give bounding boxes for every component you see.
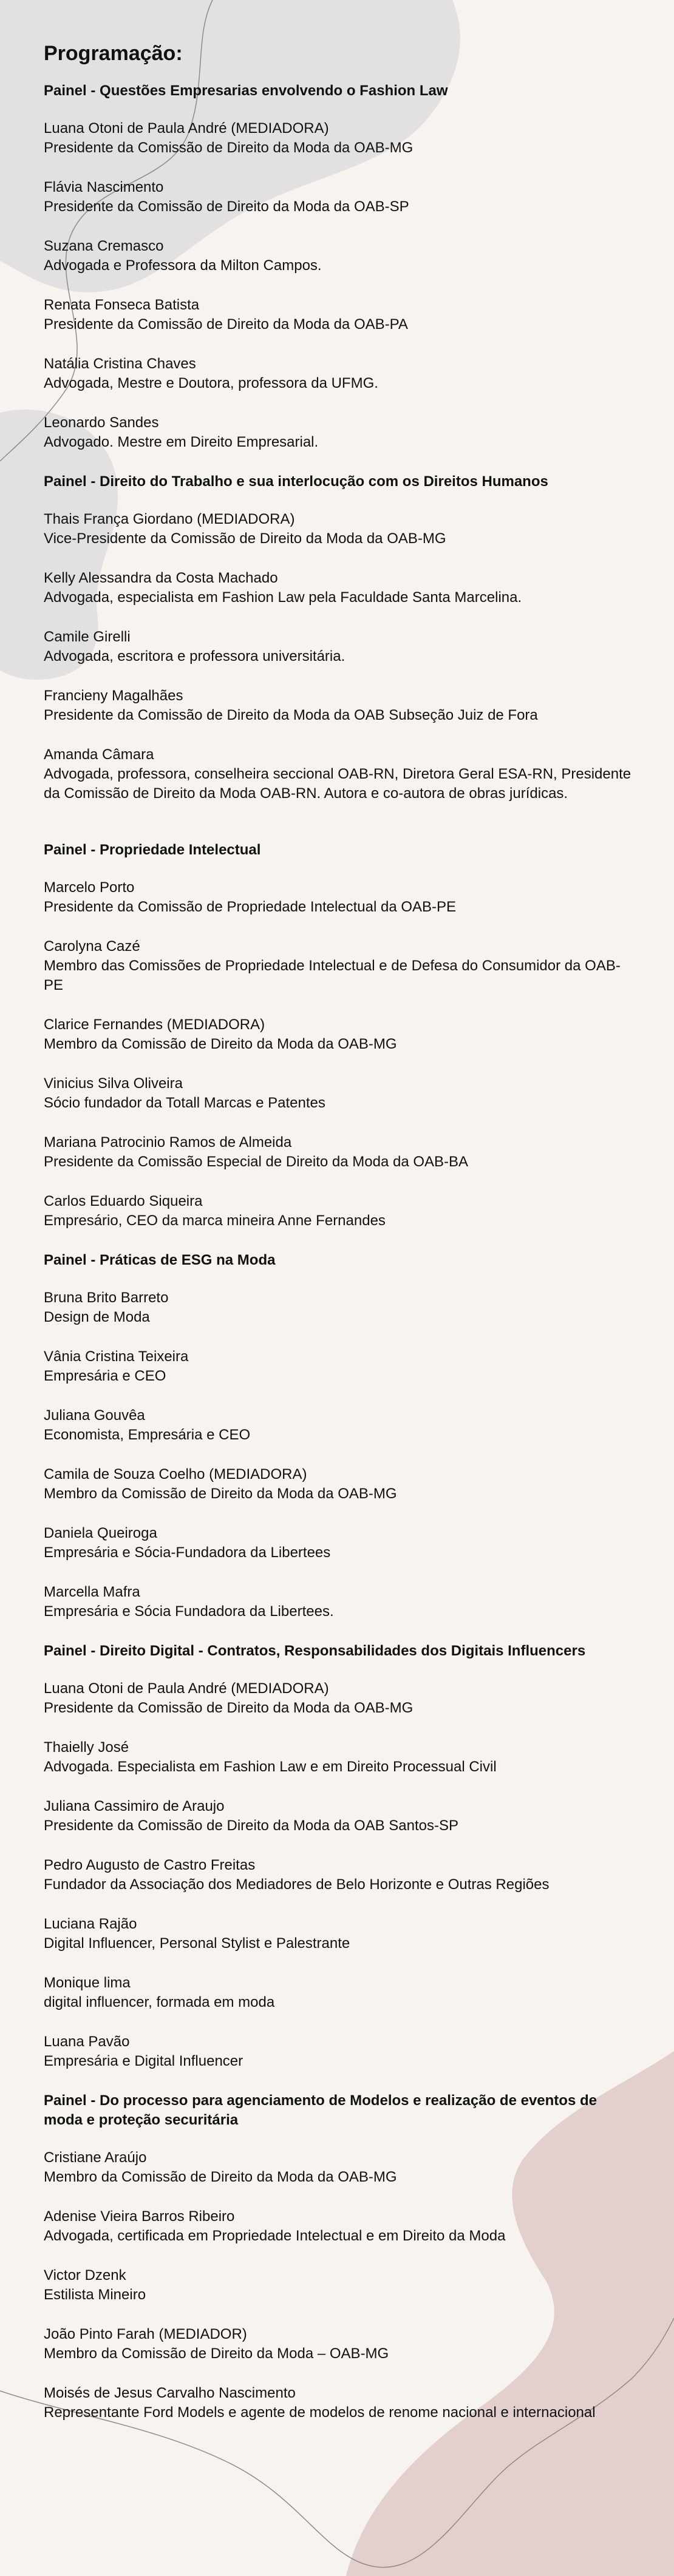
speaker-entry (44, 1288, 639, 1327)
panel-list (44, 81, 639, 2422)
speaker-entry (44, 2325, 639, 2364)
speaker-entry (44, 1192, 639, 1231)
speaker-role: Empresária e Sócia Fundadora da Libertees. (44, 1603, 334, 1620)
speaker-name: Bruna Brito Barreto (44, 1290, 169, 1306)
speaker-name: Leonardo Sandes (44, 414, 159, 431)
speaker-role: Advogado. Mestre em Direito Empresarial. (44, 434, 319, 450)
speaker-name: Clarice Fernandes (MEDIADORA) (44, 1016, 265, 1033)
speaker-name: Moisés de Jesus Carvalho Nascimento (44, 2385, 296, 2401)
speaker-role: Membro da Comissão de Direito da Moda – OAB-MG (44, 2345, 389, 2362)
speaker-name: Monique lima (44, 1975, 131, 1991)
speaker-entry (44, 2384, 639, 2422)
speaker-name: Victor Dzenk (44, 2267, 126, 2284)
speaker-role: Empresária e Sócia-Fundadora da Libertees (44, 1544, 331, 1561)
speaker-entry (44, 354, 639, 393)
speaker-name: Pedro Augusto de Castro Freitas (44, 1857, 256, 1873)
speaker-entry (44, 1524, 639, 1563)
speaker-role: Presidente da Comissão de Direito da Moda da OAB Subseção Juiz de Fora (44, 707, 538, 723)
speaker-role: Empresária e Digital Influencer (44, 2053, 243, 2069)
speaker-name: Daniela Queiroga (44, 1525, 157, 1541)
speaker-name: Juliana Gouvêa (44, 1407, 145, 1424)
speaker-name: Kelly Alessandra da Costa Machado (44, 570, 278, 586)
speaker-entry (44, 1583, 639, 1621)
speaker-entry (44, 237, 639, 276)
speaker-entry (44, 937, 639, 995)
panel-section (44, 1251, 639, 1621)
speaker-entry (44, 1973, 639, 2012)
speaker-entry (44, 1856, 639, 1895)
speaker-role: Estilista Mineiro (44, 2287, 146, 2303)
speaker-entry (44, 413, 639, 452)
speaker-name: Camile Girelli (44, 629, 131, 645)
speaker-entry (44, 119, 639, 158)
speaker-entry (44, 686, 639, 725)
panel-title: Painel - Direito do Trabalho e sua interlocução com os Direitos Humanos (44, 473, 548, 490)
speaker-role: Membro da Comissão de Direito da Moda da OAB-MG (44, 2169, 397, 2185)
panel-section (44, 1641, 639, 2071)
speaker-entry (44, 1738, 639, 1777)
speaker-entry (44, 2207, 639, 2246)
speaker-role: Advogada. Especialista em Fashion Law e em Direito Processual Civil (44, 1759, 497, 1775)
speaker-entry (44, 2148, 639, 2187)
speaker-entry (44, 1797, 639, 1836)
panel-title: Painel - Do processo para agenciamento de Modelos e realização de eventos de moda e proteção securitária (44, 2092, 597, 2128)
speaker-entry (44, 569, 639, 607)
speaker-name: Natália Cristina Chaves (44, 356, 196, 372)
speaker-name: Luana Otoni de Paula André (MEDIADORA) (44, 120, 329, 137)
speaker-role: Empresário, CEO da marca mineira Anne Fernandes (44, 1212, 386, 1229)
panel-section (44, 81, 639, 452)
speaker-name: Mariana Patrocinio Ramos de Almeida (44, 1134, 292, 1151)
speaker-role: Design de Moda (44, 1309, 150, 1325)
speaker-name: Luana Otoni de Paula André (MEDIADORA) (44, 1680, 329, 1697)
speaker-entry (44, 1406, 639, 1445)
speaker-entry (44, 745, 639, 803)
speaker-role: Presidente da Comissão de Direito da Moda da OAB-PA (44, 316, 408, 333)
speaker-entry (44, 1465, 639, 1504)
speaker-role: Advogada, Mestre e Doutora, professora da UFMG. (44, 375, 378, 391)
speaker-entry (44, 510, 639, 549)
speaker-name: Adenise Vieira Barros Ribeiro (44, 2208, 235, 2225)
speaker-entry (44, 2032, 639, 2071)
speaker-name: Juliana Cassimiro de Araujo (44, 1798, 225, 1814)
speaker-name: Marcelo Porto (44, 879, 135, 896)
speaker-name: João Pinto Farah (MEDIADOR) (44, 2326, 247, 2342)
speaker-role: Advogada, escritora e professora universitária. (44, 648, 346, 664)
speaker-name: Camila de Souza Coelho (MEDIADORA) (44, 1466, 307, 1482)
speaker-role: Membro das Comissões de Propriedade Intelectual e de Defesa do Consumidor da OAB-PE (44, 958, 621, 993)
speaker-name: Thais França Giordano (MEDIADORA) (44, 511, 295, 527)
panel-section (44, 840, 639, 1231)
speaker-name: Luana Pavão (44, 2033, 130, 2050)
speaker-name: Vânia Cristina Teixeira (44, 1348, 189, 1365)
speaker-entry (44, 627, 639, 666)
speaker-name: Amanda Câmara (44, 746, 154, 763)
speaker-name: Vinicius Silva Oliveira (44, 1075, 183, 1092)
panel-section (44, 472, 639, 840)
speaker-role: Presidente da Comissão de Direito da Moda da OAB Santos-SP (44, 1817, 459, 1834)
speaker-role: Empresária e CEO (44, 1368, 166, 1384)
speaker-role: Vice-Presidente da Comissão de Direito da Moda da OAB-MG (44, 530, 446, 547)
speaker-entry (44, 1015, 639, 1054)
speaker-role: Presidente da Comissão Especial de Direito da Moda da OAB-BA (44, 1154, 469, 1170)
speaker-name: Cristiane Araújo (44, 2149, 147, 2166)
speaker-entry (44, 296, 639, 334)
speaker-name: Thaielly José (44, 1739, 129, 1756)
panel-section (44, 2091, 639, 2422)
speaker-role: Advogada, especialista em Fashion Law pela Faculdade Santa Marcelina. (44, 589, 522, 606)
speaker-role: Presidente da Comissão de Propriedade Intelectual da OAB-PE (44, 899, 457, 915)
speaker-entry (44, 1347, 639, 1386)
speaker-role: Advogada, certificada em Propriedade Intelectual e em Direito da Moda (44, 2228, 506, 2244)
speaker-entry (44, 178, 639, 217)
speaker-name: Carolyna Cazé (44, 938, 140, 955)
speaker-role: Fundador da Associação dos Mediadores de Belo Horizonte e Outras Regiões (44, 1876, 550, 1893)
speaker-name: Francieny Magalhães (44, 688, 183, 704)
speaker-role: Presidente da Comissão de Direito da Moda da OAB-SP (44, 198, 409, 215)
panel-spacer (44, 823, 639, 840)
panel-title: Painel - Direito Digital - Contratos, Responsabilidades dos Digitais Influencers (44, 1643, 586, 1659)
speaker-entry (44, 1679, 639, 1718)
speaker-role: Advogada, professora, conselheira seccional OAB-RN, Diretora Geral ESA-RN, Presidente da Comissão de Direito da Moda OAB-RN. Autora e co-autora de obras jurídicas. (44, 766, 631, 802)
speaker-name: Suzana Cremasco (44, 238, 164, 254)
speaker-role: Digital Influencer, Personal Stylist e Palestrante (44, 1935, 350, 1952)
panel-title: Painel - Propriedade Intelectual (44, 842, 261, 858)
speaker-entry (44, 1915, 639, 1953)
speaker-role: Membro da Comissão de Direito da Moda da OAB-MG (44, 1486, 397, 1502)
speaker-role: Advogada e Professora da Milton Campos. (44, 257, 322, 274)
speaker-entry (44, 878, 639, 917)
speaker-entry (44, 1074, 639, 1113)
panel-title: Painel - Práticas de ESG na Moda (44, 1252, 276, 1268)
page-heading: Programação: (44, 42, 183, 65)
speaker-role: Representante Ford Models e agente de modelos de renome nacional e internacional (44, 2404, 596, 2421)
speaker-entry (44, 1133, 639, 1172)
speaker-role: Economista, Empresária e CEO (44, 1427, 251, 1443)
speaker-role: digital influencer, formada em moda (44, 1994, 275, 2010)
speaker-name: Carlos Eduardo Siqueira (44, 1193, 203, 1209)
speaker-name: Renata Fonseca Batista (44, 297, 200, 313)
speaker-name: Luciana Rajão (44, 1916, 137, 1932)
program-content (44, 41, 639, 2442)
speaker-entry (44, 2266, 639, 2305)
speaker-role: Presidente da Comissão de Direito da Moda da OAB-MG (44, 140, 414, 156)
speaker-name: Flávia Nascimento (44, 179, 164, 195)
speaker-role: Membro da Comissão de Direito da Moda da OAB-MG (44, 1036, 397, 1052)
speaker-name: Marcella Mafra (44, 1584, 140, 1600)
panel-title: Painel - Questões Empresarias envolvendo o Fashion Law (44, 83, 448, 99)
speaker-role: Sócio fundador da Totall Marcas e Patentes (44, 1095, 325, 1111)
speaker-role: Presidente da Comissão de Direito da Moda da OAB-MG (44, 1700, 414, 1716)
